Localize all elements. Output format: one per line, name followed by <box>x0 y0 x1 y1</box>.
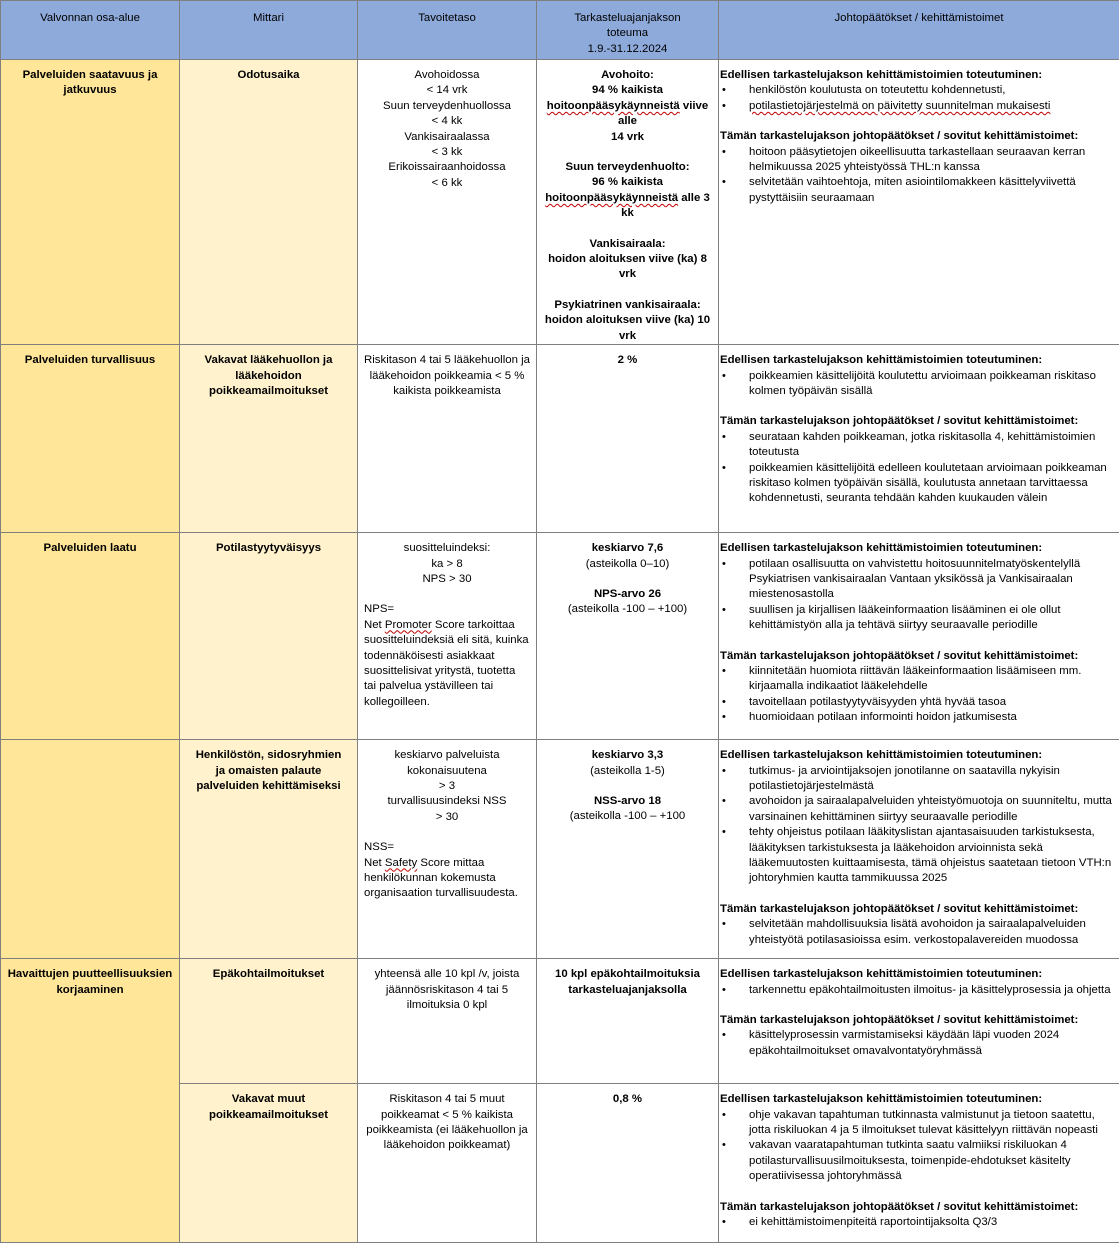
list-item: • hoitoon pääsytietojen oikeellisuutta tarkastellaan seuraavan kerran helmikuussa 2025 yhteistyössä THL:n kanssa <box>720 145 1117 176</box>
list-item: • selvitetään mahdollisuuksia lisätä avohoidon ja sairaalapalveluiden yhteistyötä potilasasioissa esim. verkostopalavereiden muodossa <box>720 917 1117 948</box>
actual-cell: 0,8 % <box>537 1084 719 1243</box>
metric-cell: Vakavat lääkehuollon ja lääkehoidon poikkeamailmoitukset <box>180 345 358 533</box>
area-cell: Palveluiden turvallisuus <box>1 345 180 533</box>
metric-cell: Vakavat muut poikkeamailmoitukset <box>180 1084 358 1243</box>
actual-cell: 2 % <box>537 345 719 533</box>
list-item: • huomioidaan potilaan informointi hoidon jatkumisesta <box>720 710 1117 725</box>
header-row <box>1 1 1119 60</box>
list-item: • tavoitellaan potilastyytyväisyyden yhtä hyvää tasoa <box>720 695 1117 710</box>
curr-actions-list <box>720 1215 1117 1230</box>
list-item: • ohje vakavan tapahtuman tutkinnasta valmistunut ja tietoon saatettu, jotta riskiluokan 4 ja 5 ilmoitukset tulevat käsittelyyn riittävän nopeasti <box>720 1108 1117 1139</box>
header-area: Valvonnan osa-alue <box>1 1 180 60</box>
list-item: • henkilöstön koulutusta on toteutettu kohdennetusti, <box>720 83 1117 98</box>
table-row <box>1 740 1119 959</box>
list-item: • tehty ohjeistus potilaan lääkityslistan ajantasaisuuden tarkistuksesta, lääkityksen tarkistuksesta ja lääkehoidon arvioinnista sekä lääkemuutosten kuittaamisesta, tämä ohjeistus saatetaan tietoon VTH:n johtoryhmien kautta tammikuussa 2025 <box>720 825 1117 887</box>
curr-actions-list <box>720 1028 1117 1059</box>
area-cell: Palveluiden laatu <box>1 533 180 740</box>
prev-actions-list <box>720 764 1117 887</box>
header-metric: Mittari <box>180 1 358 60</box>
curr-actions-list <box>720 917 1117 948</box>
metric-cell: Odotusaika <box>180 60 358 345</box>
list-item: • avohoidon ja sairaalapalveluiden yhteistyömuotoja on suunniteltu, mutta varsinainen kehittäminen siirtyy seuraavalle periodille <box>720 794 1117 825</box>
curr-actions-list <box>720 664 1117 726</box>
target-cell: Avohoidossa < 14 vrk Suun terveydenhuollossa < 4 kk Vankisairaalassa < 3 kk Erikoissairaanhoidossa < 6 kk <box>358 60 537 345</box>
header-actual: Tarkasteluajanjakson toteuma 1.9.-31.12.2024 <box>537 1 719 60</box>
prev-actions-list <box>720 369 1117 400</box>
list-item: • kiinnitetään huomiota riittävän lääkeinformaation lisäämiseen mm. kirjaamalla indikaatiot lääkelehdelle <box>720 664 1117 695</box>
actual-cell: Avohoito: 94 % kaikista hoitoonpääsykäynneistä viive alle 14 vrk Suun terveydenhuolto: 96 % kaikista hoitoonpääsykäynneistä alle 3 kk Vankisairaala: hoidon aloituksen viive (ka) 8 vrk Psykiatrinen vankisairaala: hoidon aloituksen viive (ka) 10 vrk <box>537 60 719 345</box>
actual-cell: 10 kpl epäkohtailmoituksia tarkasteluajanjaksolla <box>537 959 719 1084</box>
list-item: • seurataan kahden poikkeaman, jotka riskitasolla 4, kehittämistoimien toteutusta <box>720 430 1117 461</box>
target-cell: keskiarvo palveluista kokonaisuutena > 3 turvallisuusindeksi NSS > 30 NSS= Net Safety Score mittaa henkilökunnan kokemusta organisaation turvallisuudesta. <box>358 740 537 959</box>
list-item: • potilaan osallisuutta on vahvistettu hoitosuunnitelmatyöskentelyllä Psykiatrisen vankisairaalan Vantaan yksikössä ja Vankisairaalan miestenosastolla <box>720 557 1117 603</box>
list-item: • poikkeamien käsittelijöitä edelleen koulutetaan arvioimaan poikkeaman riskitaso kolmen työpäivän sisällä, koulutusta annetaan tarvittaessa kohdennetusti, seuranta tehdään kahden kuukauden välein <box>720 461 1117 507</box>
metric-cell: Potilastyytyväisyys <box>180 533 358 740</box>
area-cell: Havaittujen puutteellisuuksien korjaaminen <box>1 959 180 1243</box>
actual-cell: keskiarvo 3,3 (asteikolla 1-5) NSS-arvo 18 (asteikolla -100 – +100 <box>537 740 719 959</box>
list-item: • tutkimus- ja arviointijaksojen jonotilanne on saatavilla nykyisin potilastietojärjestelmästä <box>720 764 1117 795</box>
list-item: • vakavan vaaratapahtuman tutkinta saatu valmiiksi riskiluokan 4 potilasturvallisuusilmoituksesta, toimenpide-ehdotukset käsitelty operatiivisessa johtoryhmässä <box>720 1138 1117 1184</box>
metric-cell: Epäkohtailmoitukset <box>180 959 358 1084</box>
target-cell: yhteensä alle 10 kpl /v, joista jäännösriskitason 4 tai 5 ilmoituksia 0 kpl <box>358 959 537 1084</box>
target-cell: Riskitason 4 tai 5 lääkehuollon ja lääkehoidon poikkeamia < 5 % kaikista poikkeamista <box>358 345 537 533</box>
list-item: • potilastietojärjestelmä on päivitetty suunnitelman mukaisesti <box>720 99 1117 114</box>
conclusions-cell: Edellisen tarkastelujakson kehittämistoimien toteutuminen: • tutkimus- ja arviointijaksojen jonotilanne on saatavilla nykyisin potilastietojärjestelmästä • avohoidon ja sairaalapalveluiden yhteistyömuotoja on suunniteltu, mutta varsinainen kehittäminen siirtyy seuraavalle periodille • tehty ohjeistus potilaan lääkityslistan ajantasaisuuden tarkistuksesta, lääkityksen tarkistuksesta ja lääkehoidon arvioinnista sekä lääkemuutosten kuittaamisesta, tämä ohjeistus saatetaan tietoon VTH:n johtoryhmien kautta tammikuussa 2025 Tämän tarkastelujakson johtopäätökset / sovitut kehittämistoimet: • selvitetään mahdollisuuksia lisätä avohoidon ja sairaalapalveluiden yhteistyötä potilasasioissa esim. verkostopalavereiden muodossa <box>719 740 1119 959</box>
list-item: • tarkennettu epäkohtailmoitusten ilmoitus- ja käsittelyprosessia ja ohjetta <box>720 983 1117 998</box>
list-item: • suullisen ja kirjallisen lääkeinformaation lisääminen ei ole ollut kehittämistyön alla ja tehtävä siirtyy seuraavalle periodille <box>720 603 1117 634</box>
list-item: • selvitetään vaihtoehtoja, miten asiointilomakkeen käsittelyviivettä pystyttäisiin seuraamaan <box>720 175 1117 206</box>
table-row <box>1 60 1119 345</box>
area-cell: Palveluiden saatavuus ja jatkuvuus <box>1 60 180 345</box>
metric-cell: Henkilöstön, sidosryhmien ja omaisten palaute palveluiden kehittämiseksi <box>180 740 358 959</box>
conclusions-cell: Edellisen tarkastelujakson kehittämistoimien toteutuminen: • henkilöstön koulutusta on toteutettu kohdennetusti, • potilastietojärjestelmä on päivitetty suunnitelman mukaisesti Tämän tarkastelujakson johtopäätökset / sovitut kehittämistoimet: • hoitoon pääsytietojen oikeellisuutta tarkastellaan seuraavan kerran helmikuussa 2025 yhteistyössä THL:n kanssa • selvitetään vaihtoehtoja, miten asiointilomakkeen käsittelyviivettä pystyttäisiin seuraamaan <box>719 60 1119 345</box>
target-cell: Riskitason 4 tai 5 muut poikkeamat < 5 % kaikista poikkeamista (ei lääkehuollon ja lääkehoidon poikkeamat) <box>358 1084 537 1243</box>
actual-cell: keskiarvo 7,6 (asteikolla 0–10) NPS-arvo 26 (asteikolla -100 – +100) <box>537 533 719 740</box>
target-cell: suositteluindeksi: ka > 8 NPS > 30 NPS= Net Promoter Score tarkoittaa suositteluindeksiä eli sitä, kuinka todennäköisesti asiakkaat suosittelisivat yritystä, tuotetta tai palvelua ystävilleen tai kollegoilleen. <box>358 533 537 740</box>
curr-actions-list <box>720 145 1117 207</box>
list-item: • poikkeamien käsittelijöitä koulutettu arvioimaan poikkeaman riskitaso kolmen työpäivän sisällä <box>720 369 1117 400</box>
conclusions-cell: Edellisen tarkastelujakson kehittämistoimien toteutuminen: • poikkeamien käsittelijöitä koulutettu arvioimaan poikkeaman riskitaso kolmen työpäivän sisällä Tämän tarkastelujakson johtopäätökset / sovitut kehittämistoimet: • seurataan kahden poikkeaman, jotka riskitasolla 4, kehittämistoimien toteutusta • poikkeamien käsittelijöitä edelleen koulutetaan arvioimaan poikkeaman riskitaso kolmen työpäivän sisällä, koulutusta annetaan tarvittaessa kohdennetusti, seuranta tehdään kahden kuukauden välein <box>719 345 1119 533</box>
header-target: Tavoitetaso <box>358 1 537 60</box>
list-item: • ei kehittämistoimenpiteitä raportointijaksolta Q3/3 <box>720 1215 1117 1230</box>
area-cell <box>1 740 180 959</box>
list-item: • käsittelyprosessin varmistamiseksi käydään läpi vuoden 2024 epäkohtailmoitukset omavalvontatyöryhmässä <box>720 1028 1117 1059</box>
curr-actions-list <box>720 430 1117 507</box>
header-conclusions: Johtopäätökset / kehittämistoimet <box>719 1 1119 60</box>
table-row <box>1 959 1119 1084</box>
conclusions-cell: Edellisen tarkastelujakson kehittämistoimien toteutuminen: • ohje vakavan tapahtuman tutkinnasta valmistunut ja tietoon saatettu, jotta riskiluokan 4 ja 5 ilmoitukset tulevat käsittelyyn riittävän nopeasti • vakavan vaaratapahtuman tutkinta saatu valmiiksi riskiluokan 4 potilasturvallisuusilmoituksesta, toimenpide-ehdotukset käsitelty operatiivisessa johtoryhmässä Tämän tarkastelujakson johtopäätökset / sovitut kehittämistoimet: • ei kehittämistoimenpiteitä raportointijaksolta Q3/3 <box>719 1084 1119 1243</box>
table-row <box>1 345 1119 533</box>
prev-actions-list <box>720 983 1117 998</box>
table-row <box>1 533 1119 740</box>
prev-actions-list <box>720 83 1117 114</box>
conclusions-cell: Edellisen tarkastelujakson kehittämistoimien toteutuminen: • potilaan osallisuutta on vahvistettu hoitosuunnitelmatyöskentelyllä Psykiatrisen vankisairaalan Vantaan yksikössä ja Vankisairaalan miestenosastolla • suullisen ja kirjallisen lääkeinformaation lisääminen ei ole ollut kehittämistyön alla ja tehtävä siirtyy seuraavalle periodille Tämän tarkastelujakson johtopäätökset / sovitut kehittämistoimet: • kiinnitetään huomiota riittävän lääkeinformaation lisäämiseen mm. kirjaamalla indikaatiot lääkelehdelle • tavoitellaan potilastyytyväisyyden yhtä hyvää tasoa • huomioidaan potilaan informointi hoidon jatkumisesta <box>719 533 1119 740</box>
prev-actions-list <box>720 557 1117 634</box>
conclusions-cell: Edellisen tarkastelujakson kehittämistoimien toteutuminen: • tarkennettu epäkohtailmoitusten ilmoitus- ja käsittelyprosessia ja ohjetta Tämän tarkastelujakson johtopäätökset / sovitut kehittämistoimet: • käsittelyprosessin varmistamiseksi käydään läpi vuoden 2024 epäkohtailmoitukset omavalvontatyöryhmässä <box>719 959 1119 1084</box>
prev-actions-list <box>720 1108 1117 1185</box>
